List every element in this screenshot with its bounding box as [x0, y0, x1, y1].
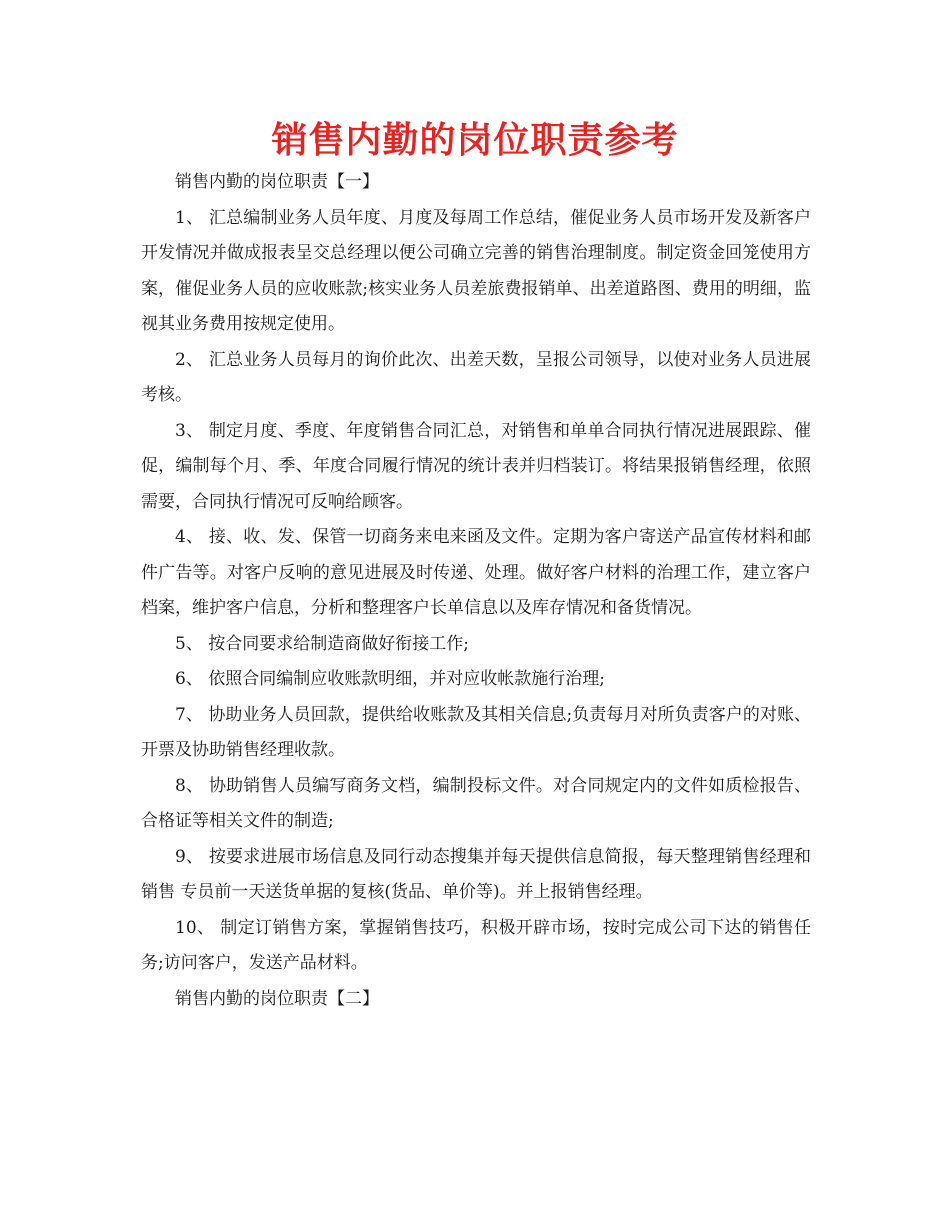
duty-item-7: 7、 协助业务人员回款，提供给收账款及其相关信息;负责每月对所负责客户的对账、开票及协助销售经理收款。	[141, 704, 811, 760]
duty-item-9: 9、 按要求进展市场信息及同行动态搜集并每天提供信息简报，每天整理销售经理和销售 专员前一天送货单据的复核(货品、单价等)。并上报销售经理。	[141, 846, 811, 902]
duty-item-4: 4、 接、收、发、保管一切商务来电来函及文件。定期为客户寄送产品宣传材料和邮件广告等。对客户反响的意见进展及时传递、处理。做好客户材料的治理工作，建立客户档案，维护客户信息，分析和整理客户长单信息以及库存情况和备货情况。	[141, 527, 811, 618]
section-heading-1: 销售内勤的岗位职责【一】	[175, 172, 379, 192]
duty-item-5: 5、 按合同要求给制造商做好衔接工作;	[175, 633, 469, 654]
document-body	[141, 165, 811, 1017]
duty-item-10: 10、 制定订销售方案，掌握销售技巧，积极开辟市场，按时完成公司下达的销售任务;访问客户，发送产品材料。	[141, 917, 811, 973]
document-title: 销售内勤的岗位职责参考	[271, 120, 679, 161]
duty-item-8: 8、 协助销售人员编写商务文档，编制投标文件。对合同规定内的文件如质检报告、合格证等相关文件的制造;	[141, 775, 811, 831]
section-heading-2: 销售内勤的岗位职责【二】	[175, 988, 379, 1009]
duty-item-2: 2、 汇总业务人员每月的询价此次、出差天数，呈报公司领导，以使对业务人员进展考核。	[141, 349, 811, 405]
duty-item-6: 6、 依照合同编制应收账款明细，并对应收帐款施行治理;	[175, 669, 605, 689]
duty-item-1: 1、 汇总编制业务人员年度、月度及每周工作总结，催促业务人员市场开发及新客户开发情况并做成报表呈交总经理以便公司确立完善的销售治理制度。制定资金回笼使用方案，催促业务人员的应收账款;核实业务人员差旅费报销单、出差道路图、费用的明细，监视其业务费用按规定使用。	[141, 207, 811, 334]
duty-item-3: 3、 制定月度、季度、年度销售合同汇总，对销售和单单合同执行情况进展跟踪、催促，编制每个月、季、年度合同履行情况的统计表并归档装订。将结果报销售经理，依照需要，合同执行情况可反响给顾客。	[141, 420, 811, 512]
